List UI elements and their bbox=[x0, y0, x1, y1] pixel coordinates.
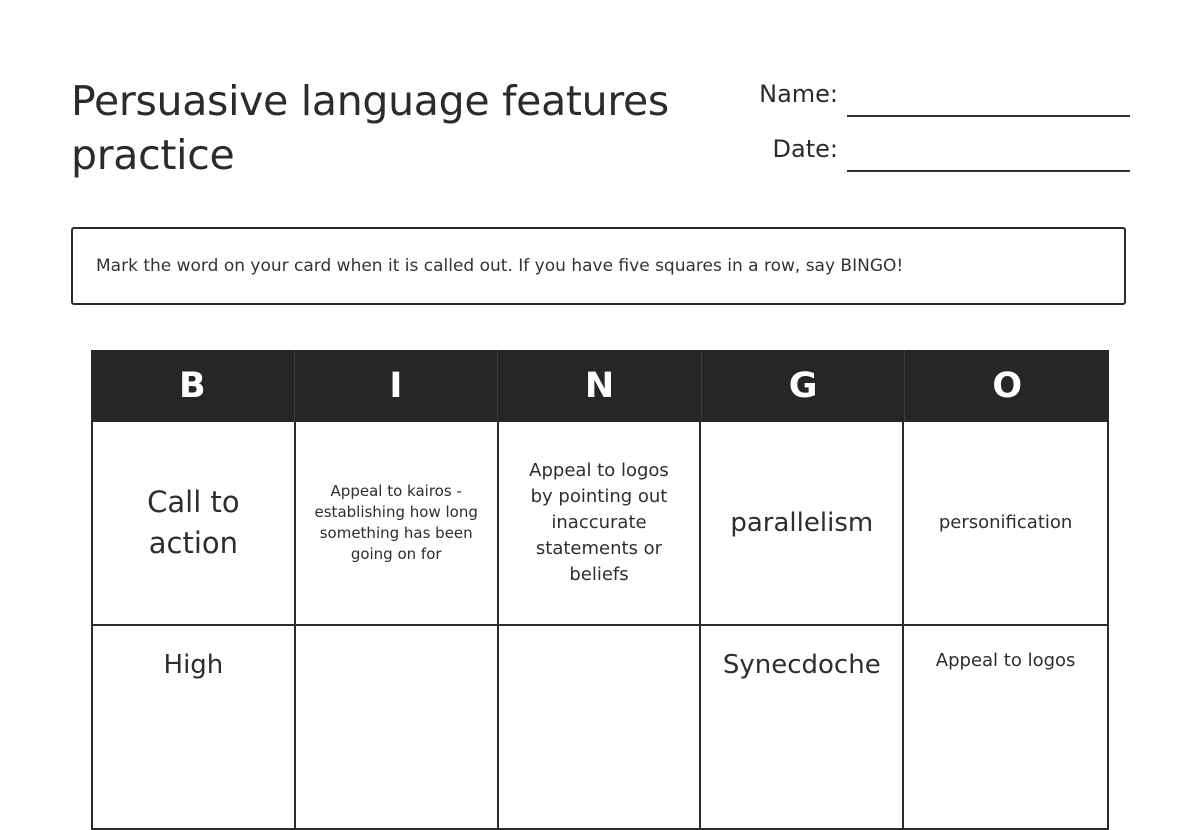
bingo-square[interactable] bbox=[499, 626, 702, 830]
instructions-text: Mark the word on your card when it is called out. If you have five squares in a row, say BINGO! bbox=[96, 256, 904, 276]
bingo-square[interactable] bbox=[296, 422, 499, 626]
bingo-square-text: Appeal to logos by pointing out inaccurate statements or beliefs bbox=[529, 460, 669, 585]
worksheet-title: Persuasive language features practice bbox=[71, 77, 669, 179]
bingo-square[interactable] bbox=[701, 422, 904, 626]
bingo-square[interactable] bbox=[904, 422, 1107, 626]
bingo-square[interactable] bbox=[701, 626, 904, 830]
bingo-header bbox=[91, 350, 1109, 422]
date-label: Date: bbox=[772, 135, 838, 163]
bingo-square-text: High bbox=[163, 650, 224, 680]
header-o: O bbox=[992, 366, 1023, 406]
header-n: N bbox=[498, 350, 702, 422]
name-label: Name: bbox=[759, 80, 838, 108]
bingo-square-text: Appeal to logos bbox=[935, 650, 1076, 671]
bingo-square-text: Synecdoche bbox=[722, 650, 881, 680]
name-field[interactable] bbox=[740, 78, 1130, 118]
bingo-square-text: Call to action bbox=[147, 485, 240, 560]
bingo-square-text: parallelism bbox=[730, 508, 874, 538]
bingo-square-text: Appeal to kairos - establishing how long something has been going on for bbox=[314, 482, 478, 563]
name-blank-line[interactable] bbox=[847, 115, 1130, 117]
bingo-card bbox=[91, 350, 1109, 690]
bingo-square[interactable] bbox=[93, 626, 296, 830]
bingo-square[interactable] bbox=[904, 626, 1107, 830]
bingo-grid bbox=[91, 422, 1109, 830]
bingo-square-text: personification bbox=[938, 512, 1073, 533]
date-field[interactable] bbox=[740, 133, 1130, 173]
header-g: G bbox=[702, 350, 906, 422]
date-blank-line[interactable] bbox=[847, 170, 1130, 172]
bingo-square[interactable] bbox=[499, 422, 702, 626]
header-b: B bbox=[91, 350, 295, 422]
instructions-box bbox=[71, 227, 1126, 305]
bingo-square[interactable] bbox=[296, 626, 499, 830]
bingo-square[interactable] bbox=[93, 422, 296, 626]
header-i: I bbox=[295, 350, 499, 422]
